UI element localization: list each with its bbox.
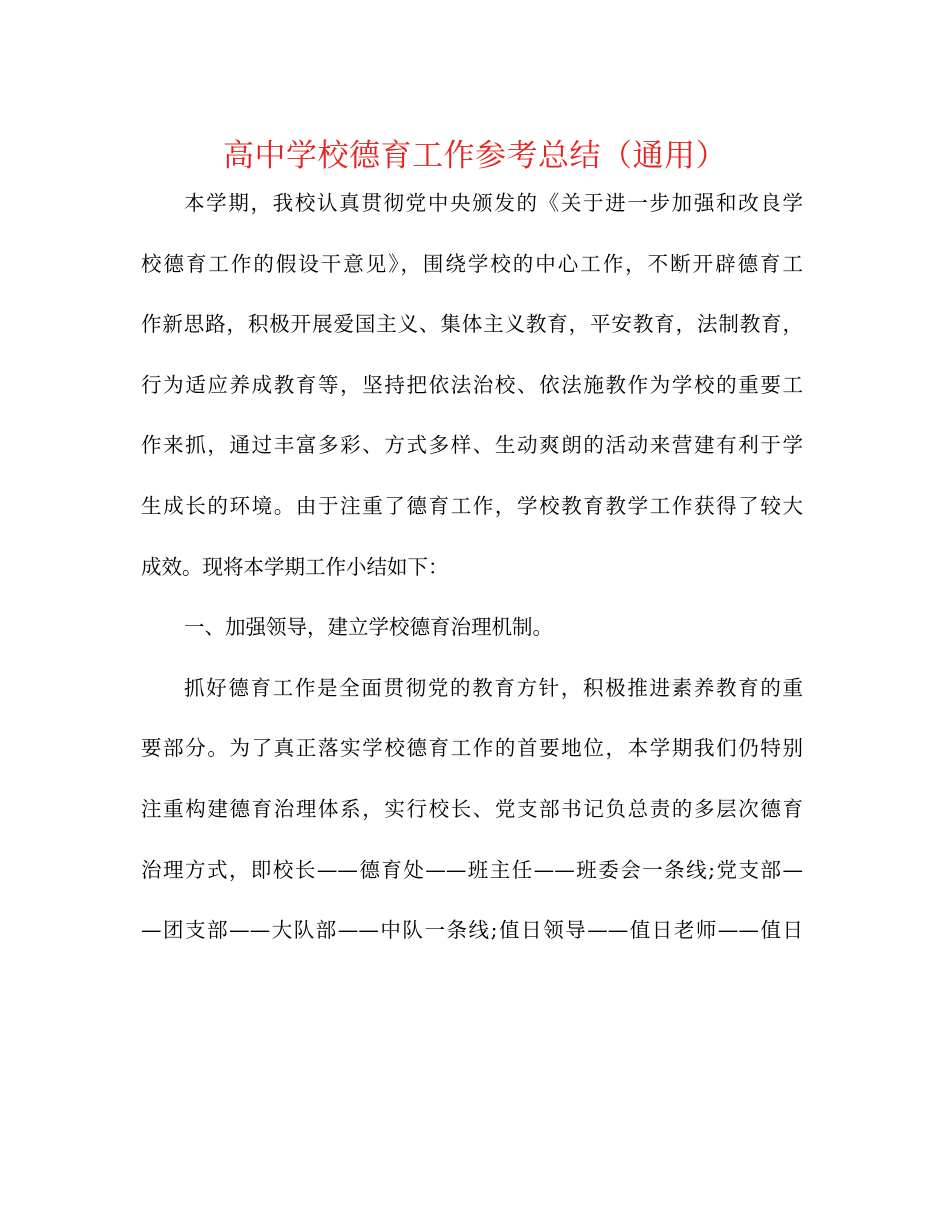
paragraph-line: 成效。现将本学期工作小结如下： (141, 554, 449, 579)
paragraph-line: 抓好德育工作是全面贯彻党的教育方针，积极推进素养教育的重 (184, 675, 803, 700)
paragraph-line: 本学期，我校认真贯彻党中央颁发的《关于进一步加强和改良学 (184, 191, 803, 215)
paragraph-line: 校德育工作的假设干意见》，围绕学校的中心工作，不断开辟德育工 (141, 251, 803, 276)
paragraph-line: 生成长的环境。由于注重了德育工作，学校教育教学工作获得了较大 (141, 493, 803, 518)
paragraph-line: 治理方式，即校长——德育处——班主任——班委会一条线;党支部— (141, 857, 803, 882)
paragraph-line: 要部分。为了真正落实学校德育工作的首要地位，本学期我们仍特别 (141, 736, 803, 761)
document-title: 高中学校德育工作参考总结（通用） (223, 138, 727, 174)
paragraph-line: 行为适应养成教育等，坚持把依法治校、依法施教作为学校的重要工 (141, 372, 803, 397)
section-heading: 一、加强领导，建立学校德育治理机制。 (184, 615, 553, 640)
paragraph-line: 注重构建德育治理体系，实行校长、党支部书记负总责的多层次德育 (141, 796, 803, 821)
paragraph-line: —团支部——大队部——中队一条线;值日领导——值日老师——值日 (141, 918, 803, 943)
document-body (141, 178, 803, 966)
paragraph-line: 作新思路，积极开展爱国主义、集体主义教育，平安教育，法制教育， (141, 312, 803, 337)
paragraph-line: 作来抓，通过丰富多彩、方式多样、生动爽朗的活动来营建有利于学 (141, 433, 803, 458)
